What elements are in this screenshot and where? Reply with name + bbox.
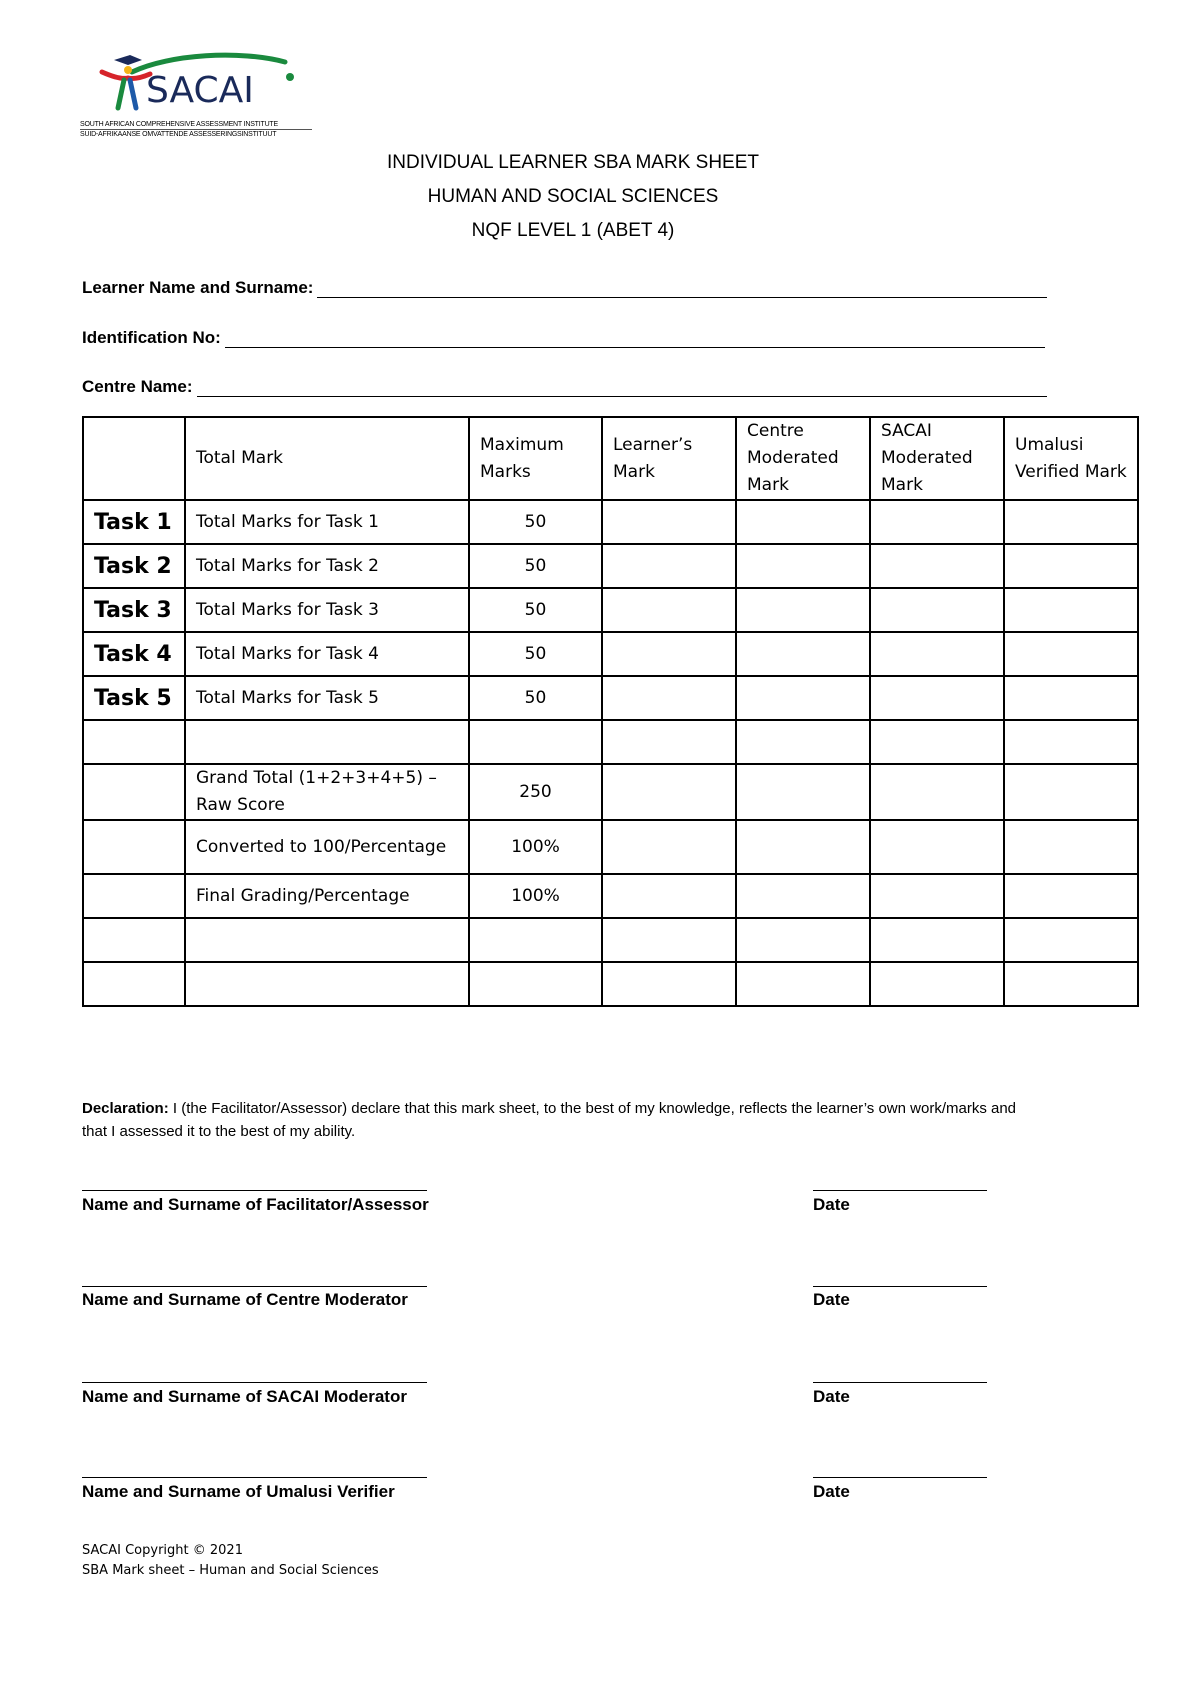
empty-row: [83, 720, 1138, 764]
grand-total-label: Grand Total (1+2+3+4+5) – Raw Score: [185, 764, 469, 820]
header-cell: Maximum Marks: [469, 417, 602, 500]
task-cell: Task 5: [83, 676, 185, 720]
centre-mark-cell[interactable]: [736, 874, 870, 918]
header-cell: Centre Moderated Mark: [736, 417, 870, 500]
label-cell: Total Marks for Task 1: [185, 500, 469, 544]
centre-mark-cell[interactable]: [736, 544, 870, 588]
task-cell: Task 1: [83, 500, 185, 544]
table-row: [83, 500, 1138, 544]
centre-name-label: Centre Name:: [82, 377, 193, 396]
table-row: [83, 632, 1138, 676]
max-cell: 50: [469, 544, 602, 588]
learner-mark-cell[interactable]: [602, 588, 736, 632]
facilitator-signature-label: Name and Surname of Facilitator/Assessor: [82, 1195, 429, 1214]
centre-moderator-signature-label: Name and Surname of Centre Moderator: [82, 1290, 408, 1309]
declaration: [82, 1097, 1042, 1143]
centre-mark-cell[interactable]: [736, 764, 870, 820]
sacai-mark-cell[interactable]: [870, 820, 1004, 874]
learner-name-field: [82, 278, 1047, 298]
page-footer: [82, 1541, 379, 1581]
header-cell: Learner’s Mark: [602, 417, 736, 500]
learner-mark-cell[interactable]: [602, 632, 736, 676]
max-cell: 50: [469, 632, 602, 676]
umalusi-verifier-signature-line[interactable]: [82, 1477, 427, 1478]
sacai-mark-cell[interactable]: [870, 544, 1004, 588]
learner-name-label: Learner Name and Surname:: [82, 278, 314, 297]
title-line-2: HUMAN AND SOCIAL SCIENCES: [427, 186, 719, 207]
id-no-label: Identification No:: [82, 328, 221, 347]
centre-moderator-date-label: Date: [813, 1290, 850, 1309]
final-max: 100%: [469, 874, 602, 918]
table-header-row: [83, 417, 1138, 500]
final-label: Final Grading/Percentage: [185, 874, 469, 918]
converted-row: [83, 820, 1138, 874]
umalusi-mark-cell[interactable]: [1004, 632, 1138, 676]
final-grading-row: [83, 874, 1138, 918]
empty-row: [83, 918, 1138, 962]
declaration-label: Declaration:: [82, 1100, 169, 1117]
max-cell: 50: [469, 676, 602, 720]
centre-mark-cell[interactable]: [736, 676, 870, 720]
footer-doc: SBA Mark sheet – Human and Social Sciences: [82, 1563, 379, 1578]
centre-mark-cell[interactable]: [736, 820, 870, 874]
label-cell: Total Marks for Task 4: [185, 632, 469, 676]
learner-name-line[interactable]: [317, 279, 1047, 298]
title-line-3: NQF LEVEL 1 (ABET 4): [471, 220, 675, 241]
footer-copyright: SACAI Copyright © 2021: [82, 1543, 243, 1558]
umalusi-mark-cell[interactable]: [1004, 820, 1138, 874]
facilitator-date-line[interactable]: [813, 1190, 987, 1191]
centre-name-field: [82, 377, 1047, 397]
converted-max: 100%: [469, 820, 602, 874]
centre-moderator-date-line[interactable]: [813, 1286, 987, 1287]
centre-mark-cell[interactable]: [736, 500, 870, 544]
umalusi-mark-cell[interactable]: [1004, 500, 1138, 544]
converted-label: Converted to 100/Percentage: [185, 820, 469, 874]
centre-mark-cell[interactable]: [736, 632, 870, 676]
umalusi-verifier-signature-label: Name and Surname of Umalusi Verifier: [82, 1482, 395, 1501]
label-cell: Total Marks for Task 2: [185, 544, 469, 588]
max-cell: 50: [469, 588, 602, 632]
sacai-mark-cell[interactable]: [870, 632, 1004, 676]
max-cell: 50: [469, 500, 602, 544]
header-cell: [83, 417, 185, 500]
table-row: [83, 544, 1138, 588]
umalusi-mark-cell[interactable]: [1004, 874, 1138, 918]
header-cell: Umalusi Verified Mark: [1004, 417, 1138, 500]
logo-wordmark: SACAI: [146, 70, 254, 111]
learner-mark-cell[interactable]: [602, 544, 736, 588]
umalusi-mark-cell[interactable]: [1004, 544, 1138, 588]
grand-total-row: [83, 764, 1138, 820]
umalusi-mark-cell[interactable]: [1004, 676, 1138, 720]
facilitator-date-label: Date: [813, 1195, 850, 1214]
label-cell: Total Marks for Task 3: [185, 588, 469, 632]
sacai-mark-cell[interactable]: [870, 500, 1004, 544]
task-cell: Task 4: [83, 632, 185, 676]
learner-mark-cell[interactable]: [602, 500, 736, 544]
id-no-line[interactable]: [225, 329, 1045, 348]
sacai-mark-cell[interactable]: [870, 764, 1004, 820]
umalusi-mark-cell[interactable]: [1004, 764, 1138, 820]
umalusi-verifier-date-label: Date: [813, 1482, 850, 1501]
learner-mark-cell[interactable]: [602, 874, 736, 918]
task-cell: Task 2: [83, 544, 185, 588]
sacai-moderator-date-label: Date: [813, 1387, 850, 1406]
centre-moderator-signature-line[interactable]: [82, 1286, 427, 1287]
umalusi-mark-cell[interactable]: [1004, 588, 1138, 632]
umalusi-verifier-date-line[interactable]: [813, 1477, 987, 1478]
marks-table: [82, 416, 1139, 1007]
logo-tagline: SOUTH AFRICAN COMPREHENSIVE ASSESSMENT INSTITUTE SUID-AFRIKAANSE OMVATTENDE ASSESSERINGSINSTITUUT: [80, 120, 312, 139]
sacai-moderator-signature-label: Name and Surname of SACAI Moderator: [82, 1387, 407, 1406]
task-cell: Task 3: [83, 588, 185, 632]
grand-total-max: 250: [469, 764, 602, 820]
learner-mark-cell[interactable]: [602, 764, 736, 820]
sacai-moderator-signature-line[interactable]: [82, 1382, 427, 1383]
document-titles: [0, 146, 1146, 248]
id-no-field: [82, 328, 1045, 348]
centre-mark-cell[interactable]: [736, 588, 870, 632]
centre-name-line[interactable]: [197, 378, 1047, 397]
table-row: [83, 676, 1138, 720]
header-cell: SACAI Moderated Mark: [870, 417, 1004, 500]
learner-mark-cell[interactable]: [602, 820, 736, 874]
table-row: [83, 588, 1138, 632]
sacai-mark-cell[interactable]: [870, 588, 1004, 632]
empty-row: [83, 962, 1138, 1006]
sacai-mark-cell[interactable]: [870, 874, 1004, 918]
sacai-mark-cell[interactable]: [870, 676, 1004, 720]
facilitator-signature-line[interactable]: [82, 1190, 427, 1191]
declaration-text: I (the Facilitator/Assessor) declare that this mark sheet, to the best of my knowledge, reflects the learner’s own work/marks and that I assessed it to the best of my ability.: [82, 1100, 1017, 1140]
sacai-moderator-date-line[interactable]: [813, 1382, 987, 1383]
label-cell: Total Marks for Task 5: [185, 676, 469, 720]
title-line-1: INDIVIDUAL LEARNER SBA MARK SHEET: [386, 152, 759, 173]
header-cell: Total Mark: [185, 417, 469, 500]
learner-mark-cell[interactable]: [602, 676, 736, 720]
